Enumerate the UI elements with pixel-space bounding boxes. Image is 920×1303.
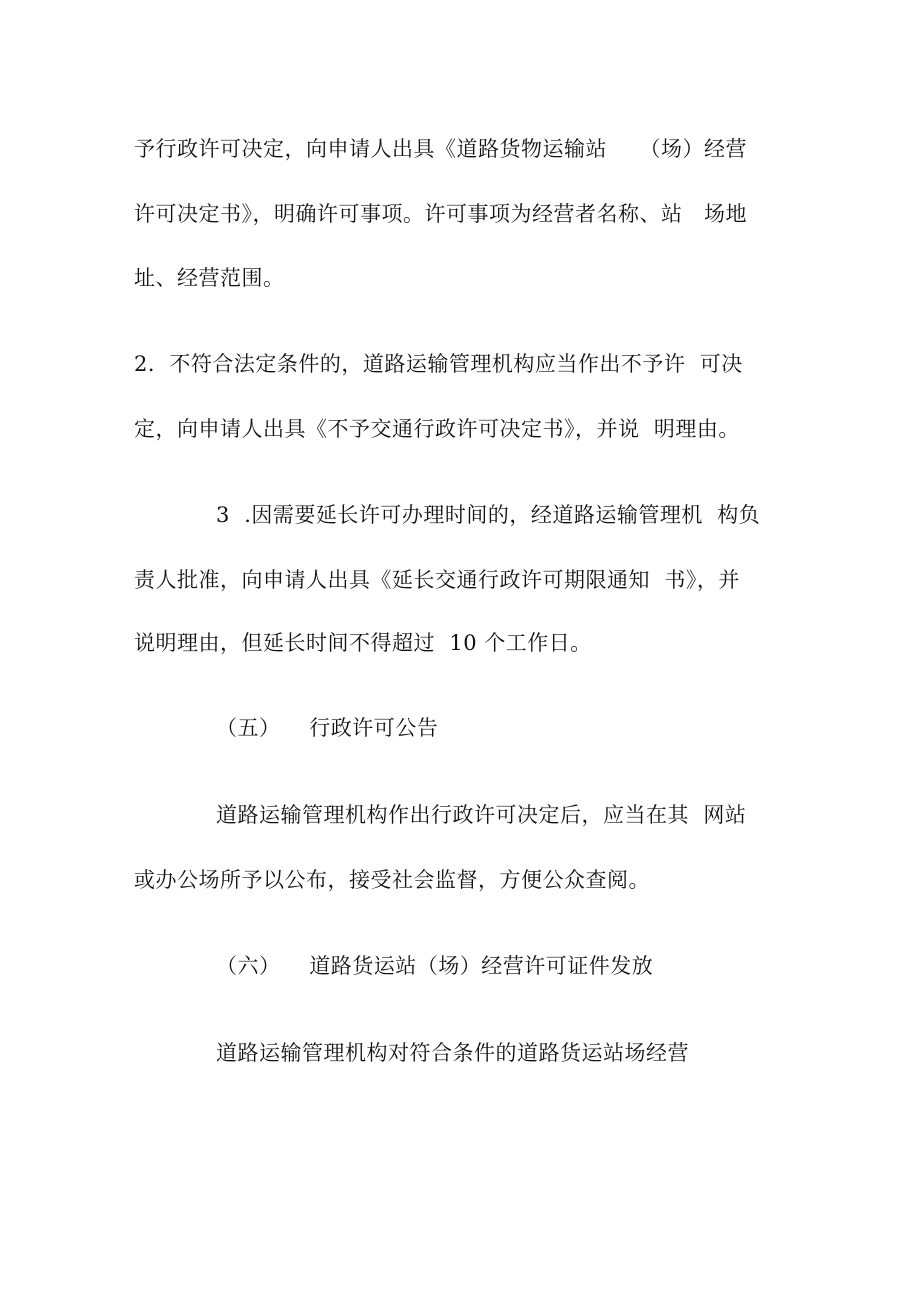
section-six-line-1: 道路运输管理机构对符合条件的道路货运站场经营 [216,1041,689,1065]
section-heading-six: （六） 道路货运站（场）经营许可证件发放 [216,954,654,978]
section-heading-five: （五） 行政许可公告 [216,716,439,740]
section-five-line-1: 道路运输管理机构作出行政许可决定后，应当在其 网站 [216,803,747,827]
paragraph-line-2: 许可决定书》，明确许可事项。许可事项为经营者名称、站 场地 [134,202,747,226]
list-item-3-line-2: 责人批准，向申请人出具《延长交通行政许可期限通知 书》，并 [134,568,740,592]
list-item-2-line-2: 定，向申请人出具《不予交通行政许可决定书》，并说 明理由。 [134,417,740,441]
list-item-2-line-1: 2．不符合法定条件的，道路运输管理机构应当作出不予许 可决 [134,352,743,376]
paragraph-line-1: 予行政许可决定，向申请人出具《道路货物运输站 （场）经营 [134,137,747,161]
list-item-3-line-1: 3 .因需要延长许可办理时间的，经道路运输管理机 构负 [216,503,761,527]
paragraph-line-3: 址、经营范围。 [134,266,285,290]
section-five-line-2: 或办公场所予以公布，接受社会监督，方便公众查阅。 [134,868,650,892]
list-item-3-line-3: 说明理由，但延长时间不得超过 10 个工作日。 [134,631,592,655]
